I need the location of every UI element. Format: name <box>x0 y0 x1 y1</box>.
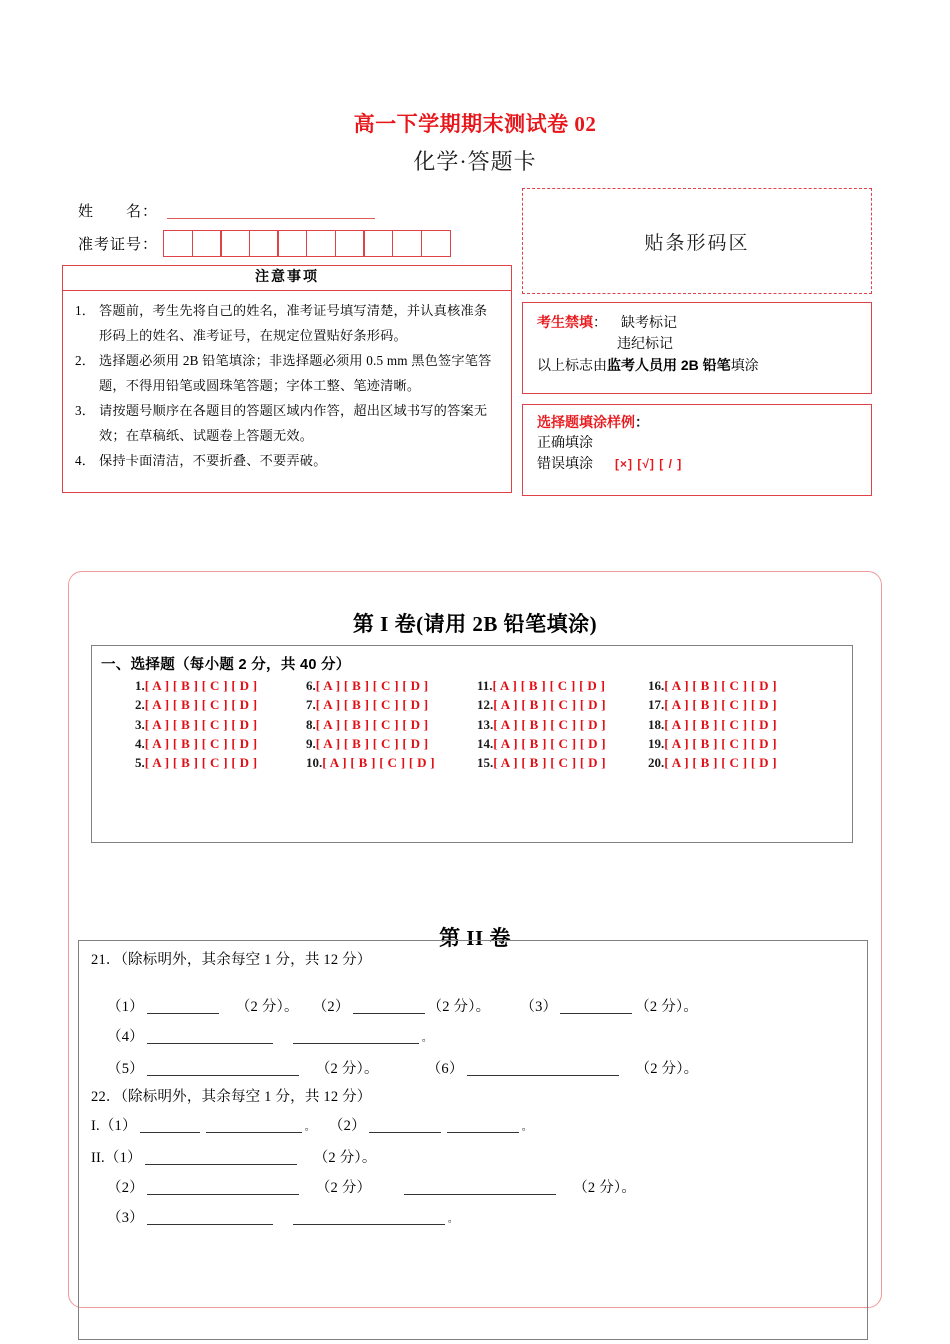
q22-I-sub2-period: 。 <box>521 1122 532 1133</box>
q21-sub2-blank[interactable] <box>353 999 425 1014</box>
multiple-choice-row[interactable] <box>648 695 819 714</box>
answer-options[interactable]: [ A ] [ B ] [ C ] [ D ] <box>664 697 777 713</box>
q22-I-sub1-label: I.（1） <box>91 1118 137 1134</box>
page-subtitle: 化学·答题卡 <box>413 149 537 174</box>
volume1-title: 第 I 卷(请用 2B 铅笔填涂) <box>352 612 598 636</box>
multiple-choice-row[interactable] <box>306 734 477 753</box>
wrong-fill-marks: [×] [√] [ / ] <box>615 457 683 471</box>
answer-options[interactable]: [ A ] [ B ] [ C ] [ D ] <box>493 755 606 771</box>
multiple-choice-row[interactable] <box>477 753 648 772</box>
q22-II-sub2-score-b: （2 分）。 <box>573 1180 637 1196</box>
proctor-marks-box <box>522 302 872 394</box>
q21-sub3-blank[interactable] <box>560 999 632 1014</box>
student-name-row <box>78 200 375 221</box>
q21-sub3-score: （2 分）。 <box>635 999 699 1015</box>
question-number: 1. <box>135 678 145 693</box>
answer-options[interactable]: [ A ] [ B ] [ C ] [ D ] <box>144 678 258 693</box>
question-22-part-II-line-1 <box>91 1143 867 1173</box>
exam-id-cell[interactable] <box>163 230 193 257</box>
question-number: 2. <box>135 697 145 713</box>
exam-id-cell[interactable] <box>306 230 336 257</box>
q22-II-sub3-label: （3） <box>107 1210 144 1226</box>
violation-mark-line <box>537 333 871 354</box>
q22-II-sub2-score-a: （2 分） <box>315 1180 372 1196</box>
multiple-choice-row[interactable] <box>477 734 648 753</box>
notice-item-text: 选择题必须用 2B 铅笔填涂；非选择题必须用 0.5 mm 黑色签字笔答题，不得用铅笔或圆珠笔答题；字体工整、笔迹清晰。 <box>99 353 492 393</box>
answer-options[interactable]: [ A ] [ B ] [ C ] [ D ] <box>493 697 606 713</box>
multiple-choice-row[interactable] <box>477 715 648 734</box>
answer-options[interactable]: [ A ] [ B ] [ C ] [ D ] <box>144 697 258 713</box>
question-number: 13. <box>477 716 494 732</box>
answer-options[interactable]: [ A ] [ B ] [ C ] [ D ] <box>664 735 777 751</box>
question-number: 7. <box>306 697 316 713</box>
multiple-choice-row[interactable] <box>477 676 648 695</box>
q21-sub4-blank-b[interactable] <box>293 1029 419 1044</box>
question-22-part-II-line-3 <box>91 1203 867 1235</box>
question-number: 20. <box>648 755 665 771</box>
answer-options[interactable]: [ A ] [ B ] [ C ] [ D ] <box>144 735 258 751</box>
multiple-choice-row[interactable] <box>648 715 819 734</box>
q21-sub1-blank[interactable] <box>147 999 219 1014</box>
exam-id-cell[interactable] <box>277 230 307 257</box>
question-number: 9. <box>306 735 316 751</box>
multiple-choice-heading: 一、选择题（每小题 2 分，共 40 分） <box>101 657 351 673</box>
proctor-note-line <box>537 354 871 377</box>
question-22-heading: 22．（除标明外，其余每空 1 分，共 12 分） <box>91 1089 372 1105</box>
question-number: 18. <box>648 716 665 732</box>
notice-item-number: 2． <box>75 353 96 368</box>
q21-sub6-score: （2 分）。 <box>635 1061 699 1077</box>
q21-sub5-score: （2 分）。 <box>315 1061 379 1077</box>
answer-options[interactable]: [ A ] [ B ] [ C ] [ D ] <box>492 678 606 693</box>
multiple-choice-column <box>306 676 477 772</box>
q21-sub4-label: （4） <box>107 1029 144 1045</box>
q21-sub2-score: （2 分）。 <box>427 999 491 1015</box>
wrong-fill-row <box>537 453 871 475</box>
q22-I-sub2-label: （2） <box>328 1118 366 1134</box>
notice-body <box>62 290 512 493</box>
barcode-paste-area <box>522 188 872 294</box>
q22-I-sub1-period: 。 <box>304 1122 315 1133</box>
q21-sub1-label: （1） <box>107 999 144 1015</box>
exam-id-cell[interactable] <box>249 230 279 257</box>
correct-fill-row <box>537 432 871 453</box>
multiple-choice-row[interactable] <box>135 734 306 753</box>
exam-id-cell[interactable] <box>363 230 393 257</box>
forbidden-fill-label: 考生禁填 <box>537 314 593 330</box>
notice-item-number: 3． <box>75 403 96 418</box>
multiple-choice-column <box>135 676 306 772</box>
question-21-line-1 <box>91 992 867 1022</box>
answer-options[interactable]: [ A ] [ B ] [ C ] [ D ] <box>493 716 606 732</box>
multiple-choice-row[interactable] <box>477 695 648 714</box>
q21-sub6-blank[interactable] <box>467 1061 619 1076</box>
question-22-part-II-line-2 <box>91 1173 867 1203</box>
question-number: 6. <box>306 678 316 693</box>
exam-id-cell[interactable] <box>421 230 451 257</box>
answer-options[interactable]: [ A ] [ B ] [ C ] [ D ] <box>322 755 435 771</box>
question-number: 5. <box>135 755 145 771</box>
multiple-choice-column <box>477 676 648 772</box>
notice-item <box>75 449 499 474</box>
fill-sample-box <box>522 404 872 496</box>
page-title: 高一下学期期末测试卷 02 <box>353 112 597 136</box>
q22-I-sub1-blank-b[interactable] <box>206 1118 302 1133</box>
question-number: 14. <box>477 735 494 751</box>
q22-II-sub1-blank[interactable] <box>145 1150 297 1165</box>
q22-II-sub2-blank-b[interactable] <box>404 1180 556 1195</box>
q21-sub5-label: （5） <box>107 1061 144 1077</box>
answer-options[interactable]: [ A ] [ B ] [ C ] [ D ] <box>315 716 429 732</box>
forbidden-colon: ： <box>593 314 607 330</box>
question-22-part-I-line-1 <box>91 1111 867 1143</box>
q21-sub4-period: 。 <box>421 1033 433 1044</box>
q21-sub6-label: （6） <box>426 1061 464 1077</box>
volume2-title: 第 II 卷 <box>439 926 511 950</box>
exam-id-cell[interactable] <box>392 230 422 257</box>
question-21-heading: 21．（除标明外，其余每空 1 分，共 12 分） <box>91 952 372 968</box>
q22-II-sub1-label: II.（1） <box>91 1150 142 1166</box>
q22-I-sub1-blank-a[interactable] <box>140 1118 200 1133</box>
notice-item-number: 1． <box>75 303 96 318</box>
exam-id-boxes[interactable] <box>163 230 450 257</box>
answer-options[interactable]: [ A ] [ B ] [ C ] [ D ] <box>144 716 258 732</box>
multiple-choice-row[interactable] <box>306 676 477 695</box>
multiple-choice-row[interactable] <box>135 753 306 772</box>
answer-options[interactable]: [ A ] [ B ] [ C ] [ D ] <box>664 716 777 732</box>
q21-sub3-label: （3） <box>520 999 558 1015</box>
question-number: 12. <box>477 697 494 713</box>
fill-sample-title-line <box>537 413 871 432</box>
question-number: 17. <box>648 697 665 713</box>
question-number: 8. <box>306 716 316 732</box>
answer-options[interactable]: [ A ] [ B ] [ C ] [ D ] <box>664 755 777 771</box>
question-number: 19. <box>648 735 665 751</box>
multiple-choice-row[interactable] <box>648 734 819 753</box>
q22-I-sub2-blank-b[interactable] <box>447 1118 519 1133</box>
q22-II-sub2-label: （2） <box>107 1180 144 1196</box>
question-number: 11. <box>477 678 493 693</box>
q22-II-sub3-period: 。 <box>447 1214 459 1225</box>
exam-id-cell[interactable] <box>220 230 250 257</box>
multiple-choice-row[interactable] <box>306 753 477 772</box>
violation-mark-label: 违纪标记 <box>617 335 673 351</box>
barcode-area-label: 贴条形码区 <box>644 232 750 254</box>
fill-sample-colon: ： <box>635 414 649 430</box>
question-number: 10. <box>306 755 323 771</box>
q22-II-sub1-score: （2 分）。 <box>313 1150 377 1166</box>
q21-sub5-blank[interactable] <box>147 1061 299 1076</box>
question-21-line-2 <box>91 1022 867 1054</box>
proctor-note-prefix: 以上标志由 <box>537 357 607 373</box>
wrong-fill-label: 错误填涂 <box>537 455 593 471</box>
exam-id-label: 准考证号： <box>78 237 159 253</box>
question-number: 3. <box>135 716 145 732</box>
multiple-choice-row[interactable] <box>135 715 306 734</box>
question-number: 15. <box>477 755 494 771</box>
notice-item <box>75 299 499 348</box>
multiple-choice-grid <box>101 676 852 772</box>
exam-id-cell[interactable] <box>192 230 222 257</box>
student-name-label: 姓 名： <box>78 204 159 220</box>
q21-sub2-label: （2） <box>312 999 350 1015</box>
notice-item <box>75 349 499 398</box>
answer-options[interactable]: [ A ] [ B ] [ C ] [ D ] <box>315 697 429 713</box>
multiple-choice-row[interactable] <box>648 676 819 695</box>
multiple-choice-box <box>91 645 853 843</box>
notice-header: 注意事项 <box>62 265 512 291</box>
fill-sample-title: 选择题填涂样例 <box>537 414 635 430</box>
q21-sub4-blank-a[interactable] <box>147 1029 273 1044</box>
proctor-note-bold: 2B 铅笔 <box>680 357 731 373</box>
answer-options[interactable]: [ A ] [ B ] [ C ] [ D ] <box>144 755 258 771</box>
q22-I-sub2-blank-a[interactable] <box>369 1118 441 1133</box>
correct-fill-label: 正确填涂 <box>537 434 593 450</box>
multiple-choice-row[interactable] <box>135 676 306 695</box>
q22-II-sub3-blank-a[interactable] <box>147 1210 273 1225</box>
question-number: 16. <box>648 678 665 693</box>
absent-mark-label: 缺考标记 <box>621 314 677 330</box>
student-name-input[interactable] <box>167 202 375 219</box>
answer-options[interactable]: [ A ] [ B ] [ C ] [ D ] <box>493 735 606 751</box>
proctor-note-mid: 监考人员用 <box>607 357 681 373</box>
exam-id-cell[interactable] <box>335 230 365 257</box>
question-number: 4. <box>135 735 145 751</box>
free-response-box <box>78 940 868 1340</box>
forbidden-fill-line <box>537 312 871 333</box>
multiple-choice-row[interactable] <box>306 695 477 714</box>
multiple-choice-row[interactable] <box>135 695 306 714</box>
answer-options[interactable]: [ A ] [ B ] [ C ] [ D ] <box>315 678 429 693</box>
q22-II-sub2-blank-a[interactable] <box>147 1180 299 1195</box>
notice-item <box>75 399 499 448</box>
exam-id-row <box>78 230 451 257</box>
question-21-line-3 <box>91 1054 867 1084</box>
notice-item-text: 请按题号顺序在各题目的答题区域内作答，超出区域书写的答案无效；在草稿纸、试题卷上答题无效。 <box>99 403 488 443</box>
answer-options[interactable]: [ A ] [ B ] [ C ] [ D ] <box>664 678 777 693</box>
q21-sub1-score: （2 分）。 <box>235 999 299 1015</box>
notice-item-text: 答题前，考生先将自己的姓名，准考证号填写清楚，并认真核准条形码上的姓名、准考证号，在规定位置贴好条形码。 <box>99 303 488 343</box>
answer-options[interactable]: [ A ] [ B ] [ C ] [ D ] <box>315 735 429 751</box>
multiple-choice-row[interactable] <box>306 715 477 734</box>
proctor-note-suffix: 填涂 <box>730 357 759 373</box>
notice-item-number: 4． <box>75 453 96 468</box>
notice-item-text: 保持卡面清洁，不要折叠、不要弄破。 <box>99 453 327 468</box>
multiple-choice-row[interactable] <box>648 753 819 772</box>
multiple-choice-column <box>648 676 819 772</box>
q22-II-sub3-blank-b[interactable] <box>293 1210 445 1225</box>
